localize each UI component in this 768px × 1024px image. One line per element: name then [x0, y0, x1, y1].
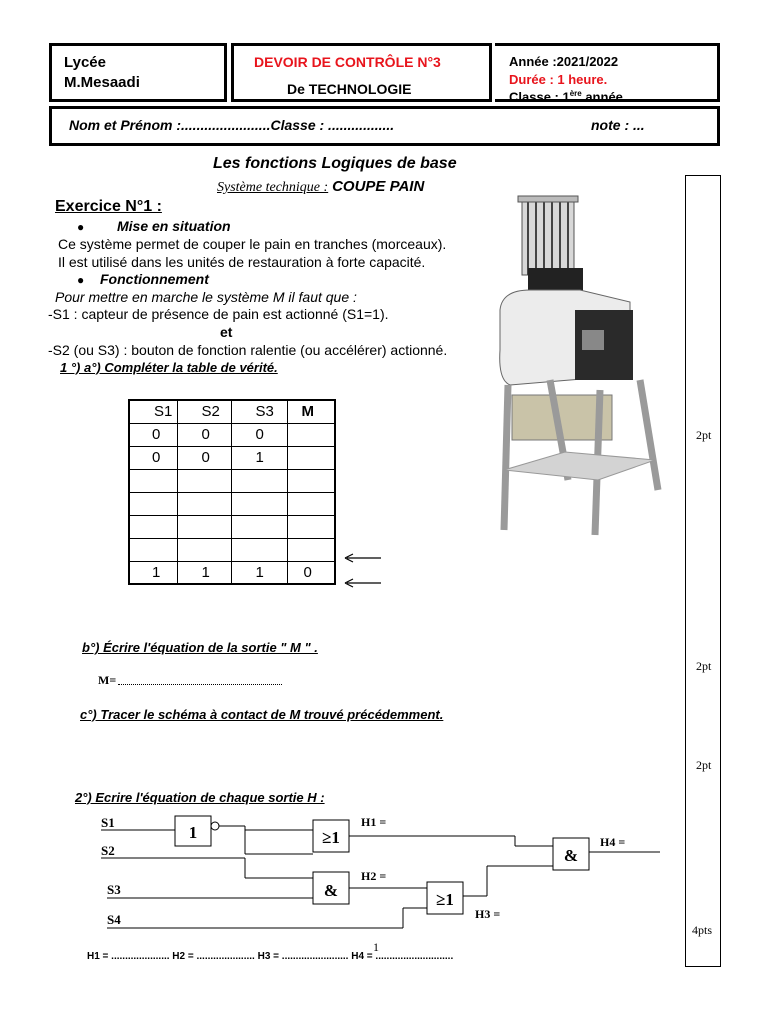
input-s1: S1	[101, 815, 115, 830]
table-cell[interactable]	[177, 492, 231, 515]
table-row[interactable]	[129, 492, 335, 515]
school-name-line2: M.Mesaadi	[64, 74, 140, 91]
header-title-box	[231, 43, 492, 102]
exam-subject: De TECHNOLOGIE	[287, 81, 412, 97]
header-info-box	[495, 43, 720, 105]
section-fonctionnement: Fonctionnement	[100, 271, 209, 287]
table-cell[interactable]	[177, 515, 231, 538]
student-info-box	[49, 106, 720, 146]
table-row	[129, 423, 335, 446]
table-cell[interactable]	[177, 538, 231, 561]
intro-line-2: Il est utilisé dans les unités de restauration à forte capacité.	[58, 254, 426, 270]
table-cell: 0	[287, 561, 335, 584]
table-cell[interactable]	[231, 538, 287, 561]
s2-description: -S2 (ou S3) : bouton de fonction ralentie (ou accélérer) actionné.	[48, 342, 448, 358]
table-row[interactable]	[129, 561, 335, 584]
input-s3: S3	[107, 882, 121, 897]
score-column	[685, 175, 721, 967]
output-h1: H1 =	[361, 815, 387, 829]
header-s2: S2	[177, 400, 231, 423]
input-s2: S2	[101, 843, 115, 858]
table-cell[interactable]	[231, 492, 287, 515]
table-cell: 0	[231, 423, 287, 446]
m-equation-label: M=	[98, 673, 117, 687]
system-line: Système technique : COUPE PAIN	[217, 178, 425, 195]
section-situation: Mise en situation	[117, 218, 231, 234]
table-cell: 1	[231, 561, 287, 584]
question-1a: 1 °) a°) Compléter la table de vérité.	[60, 360, 278, 375]
table-cell: 1	[129, 561, 177, 584]
question-1b: b°) Écrire l'équation de la sortie " M " .	[82, 640, 318, 655]
bread-slicer-image	[490, 190, 670, 540]
school-name-line1: Lycée	[64, 54, 106, 71]
table-header-row	[129, 400, 335, 423]
question-2: 2°) Ecrire l'équation de chaque sortie H :	[75, 790, 325, 805]
table-cell[interactable]	[287, 423, 335, 446]
logic-circuit-diagram	[95, 808, 675, 948]
gate-and-1: &	[323, 881, 339, 900]
table-cell[interactable]	[287, 446, 335, 469]
intro-line-1: Ce système permet de couper le pain en tranches (morceaux).	[58, 236, 447, 252]
truth-table	[128, 399, 336, 585]
gate-and-2: &	[563, 846, 579, 865]
class-level: Classe : 1ère année.	[509, 89, 627, 105]
points-q1c: 2pt	[696, 758, 712, 772]
header-school-box	[49, 43, 227, 102]
m-equation-answer-line[interactable]	[118, 684, 282, 685]
gate-or-2: ≥1	[436, 890, 454, 909]
note-field[interactable]: note : ...	[591, 117, 645, 133]
school-year: Année :2021/2022	[509, 54, 619, 69]
table-row[interactable]	[129, 538, 335, 561]
table-cell[interactable]	[129, 515, 177, 538]
table-cell[interactable]	[129, 538, 177, 561]
output-h3: H3 =	[475, 907, 501, 921]
header-s3: S3	[231, 400, 287, 423]
input-s4: S4	[107, 912, 121, 927]
table-cell[interactable]	[129, 492, 177, 515]
table-cell[interactable]	[287, 515, 335, 538]
et-word: et	[220, 324, 233, 340]
table-cell[interactable]	[231, 469, 287, 492]
arrow-left-icon	[343, 552, 383, 564]
table-cell[interactable]	[287, 469, 335, 492]
bullet-1: ●	[77, 220, 85, 234]
table-cell: 0	[177, 423, 231, 446]
points-q1a: 2pt	[696, 428, 712, 442]
header-m: M	[287, 400, 335, 423]
table-cell: 0	[177, 446, 231, 469]
table-cell: 0	[129, 423, 177, 446]
output-h4: H4 =	[600, 835, 626, 849]
table-cell[interactable]	[177, 469, 231, 492]
page-number: 1	[373, 940, 379, 954]
table-row	[129, 446, 335, 469]
output-h2: H2 =	[361, 869, 387, 883]
points-q1b: 2pt	[696, 659, 712, 673]
table-cell[interactable]	[129, 469, 177, 492]
table-row[interactable]	[129, 515, 335, 538]
gate-or-1: ≥1	[322, 828, 340, 847]
arrow-left-icon	[343, 577, 383, 589]
table-cell[interactable]	[287, 492, 335, 515]
header-s1: S1	[129, 400, 177, 423]
exercise-heading: Exercice N°1 :	[55, 198, 162, 215]
func-intro: Pour mettre en marche le système M il faut que :	[55, 289, 357, 305]
s1-description: -S1 : capteur de présence de pain est actionné (S1=1).	[48, 306, 389, 322]
table-cell: 1	[177, 561, 231, 584]
page-title: Les fonctions Logiques de base	[213, 155, 457, 172]
table-cell[interactable]	[231, 515, 287, 538]
answer-line-h[interactable]: H1 = ..................... H2 = ..................... H3 = ........................ H4 = ............................	[87, 951, 454, 962]
bullet-2: ●	[77, 273, 85, 287]
question-1c: c°) Tracer le schéma à contact de M trouvé précédemment.	[80, 707, 444, 722]
gate-not: 1	[188, 823, 198, 842]
points-q2: 4pts	[692, 923, 713, 937]
table-cell: 0	[129, 446, 177, 469]
table-row[interactable]	[129, 469, 335, 492]
exam-duration: Durée : 1 heure.	[509, 72, 608, 87]
table-cell[interactable]	[287, 538, 335, 561]
student-name-field[interactable]: Nom et Prénom :.......................Classe : .................	[69, 117, 395, 133]
table-cell: 1	[231, 446, 287, 469]
exam-title: DEVOIR DE CONTRÔLE N°3	[254, 54, 441, 70]
